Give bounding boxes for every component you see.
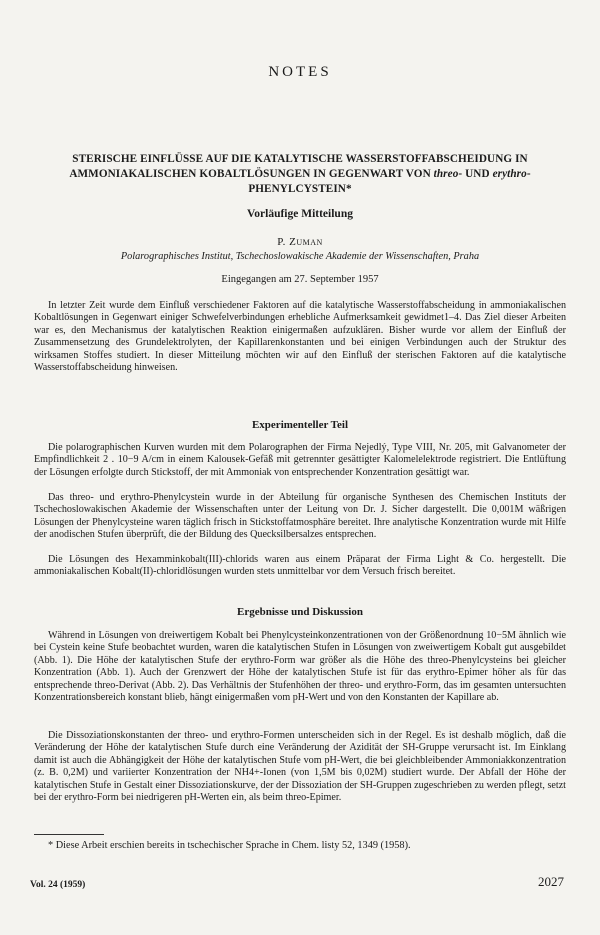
results-text-2: Die Dissoziationskonstanten der threo- und erythro-Formen unterscheiden sich in der Regel. Es ist deshalb möglich, daß die Veränderung der Höhe der katalytischen Stufe durch eine Veränderung der Azidität der SH-Gruppe verursacht ist. Im Einklang damit ist auch die Abhängigkeit der Höhe der katalytischen Stufe vom pH-Wert, die bei gleichbleibender Ammoniakkonzentration (z. B. 0,2M) und variierter Konzentration der NH4+-Ionen (von 1,5M bis 0,02M) studiert wurde. Der Abfall der Höhe der katalytischen Stufe in Gestalt einer Dissoziationskurve, der der Dissoziation der SH-Gruppen zugeschrieben zu werden pflegt, setzt bei der erythro-Form bei niedrigeren pH-Werten ein, als beim threo-Epimer. — [34, 730, 566, 804]
volume-info: Vol. 24 (1959) — [30, 880, 86, 890]
page-number: 2027 — [538, 874, 564, 889]
footnote: * Diese Arbeit erschien bereits in tschechischer Sprache in Chem. listy 52, 1349 (1958). — [48, 840, 411, 851]
footnote-rule — [34, 834, 104, 835]
experimental-paragraph-2 — [34, 492, 566, 542]
experimental-text-3: Die Lösungen des Hexamminkobalt(III)-chlorids waren aus einem Präparat der Firma Light & Co. hergestellt. Die ammoniakalischen Kobalt(II)-chloridlösungen wurden stets unmittelbar vor dem Versuch frisch bereitet. — [34, 554, 566, 578]
results-paragraph-2 — [34, 730, 566, 804]
author-affiliation: Polarographisches Institut, Tschechoslowakische Akademie der Wissenschaften, Praha — [120, 251, 480, 262]
heading-results: Ergebnisse und Diskussion — [237, 606, 363, 618]
article-subtitle: Vorläufige Mitteilung — [247, 208, 353, 220]
section-label: NOTES — [268, 64, 332, 80]
title-part: - UND — [458, 168, 493, 180]
title-part: -PHENYLCYSTEIN* — [248, 168, 531, 195]
received-date: Eingegangen am 27. September 1957 — [221, 274, 379, 285]
experimental-text-1: Die polarographischen Kurven wurden mit dem Polarographen der Firma Nejedlý, Type VIII, Nr. 205, mit Galvanometer der Empfindlichkeit 2 . 10−9 A/cm in einem Kalousek-Gefäß mit getrennter gesättigter Kalomelelektrode registriert. Die Entlüftung der Lösungen erfolgte durch Stickstoff, der mit Ammoniak von entsprechender Konzentration gesättigt war. — [34, 442, 566, 478]
author-name: P. Zuman — [277, 236, 323, 248]
experimental-paragraph-3 — [34, 554, 566, 579]
article-title — [30, 152, 570, 197]
title-part: STERISCHE EINFLÜSSE AUF DIE KATALYTISCHE WASSERSTOFFABSCHEIDUNG IN AMMONIAKALISCHEN KOBALTLÖSUNGEN IN GEGENWART VON — [69, 153, 528, 180]
title-part-italic: erythro — [492, 168, 527, 180]
title-part-italic: threo — [433, 168, 459, 180]
results-text-1: Während in Lösungen von dreiwertigem Kobalt bei Phenylcysteinkonzentrationen von der Größenordnung 10−5M ähnlich wie bei Cystein keine Stufe beobachtet wurden, waren die katalytischen Stufen in Lösungen von zweiwertigem Kobalt gut ausgebildet (Abb. 1). Die Höhe der katalytischen Stufe der erythro-Form war größer als die Höhe des threo-Phenylcysteins bei gleicher Konzentration (Abb. 1). Auch der Grenzwert der Höhe der katalytischen Stufe ist für das erythro-Epimer höher als für das entsprechende threo-Derivat (Abb. 2). Das Verhältnis der Stufenhöhen der threo- und erythro-Form, das im gesamten untersuchten Konzentrationsbereich konstant blieb, hängt einigermaßen vom pH-Wert und von den Konstanten der Kapillare ab. — [34, 630, 566, 704]
results-paragraph-1 — [34, 630, 566, 704]
heading-experimental: Experimenteller Teil — [251, 419, 349, 431]
intro-text: In letzter Zeit wurde dem Einfluß verschiedener Faktoren auf die katalytische Wasserstoffabscheidung in ammoniakalischen Kobaltlösungen in Gegenwart einiger Schwefelverbindungen erhebliche Aufmerksamkeit gewidmet1–4. Das Ziel dieser Arbeiten war es, den Mechanismus der katalytischen Reaktion einigermaßen aufzuklären. Bisher wurde vor allem der Einfluß der Zusammensetzung des Grundelektrolyten, der Kapillarenkonstanten und bei einigen Verbindungen auch der Struktur des wirksamen Stoffes studiert. In dieser Mitteilung möchten wir auf den Einfluß der sterischen Faktoren auf die katalytische Wasserstoffabscheidung hinweisen. — [34, 300, 566, 374]
experimental-text-2: Das threo- und erythro-Phenylcystein wurde in der Abteilung für organische Synthesen des Chemischen Instituts der Tschechoslowakischen Akademie der Wissenschaften unter der Leitung von Dr. J. Sicher dargestellt. Die 0,001M wäßrigen Lösungen der Phenylcysteine waren täglich frisch in Stickstoffatmosphäre bereitet. Ihre analytische Konzentration wurde mit Hilfe der anodischen Stufen überprüft, die der Bildung des Quecksilbersalzes entsprechen. — [34, 492, 566, 541]
intro-paragraph — [34, 300, 566, 374]
experimental-paragraph-1 — [34, 442, 566, 479]
